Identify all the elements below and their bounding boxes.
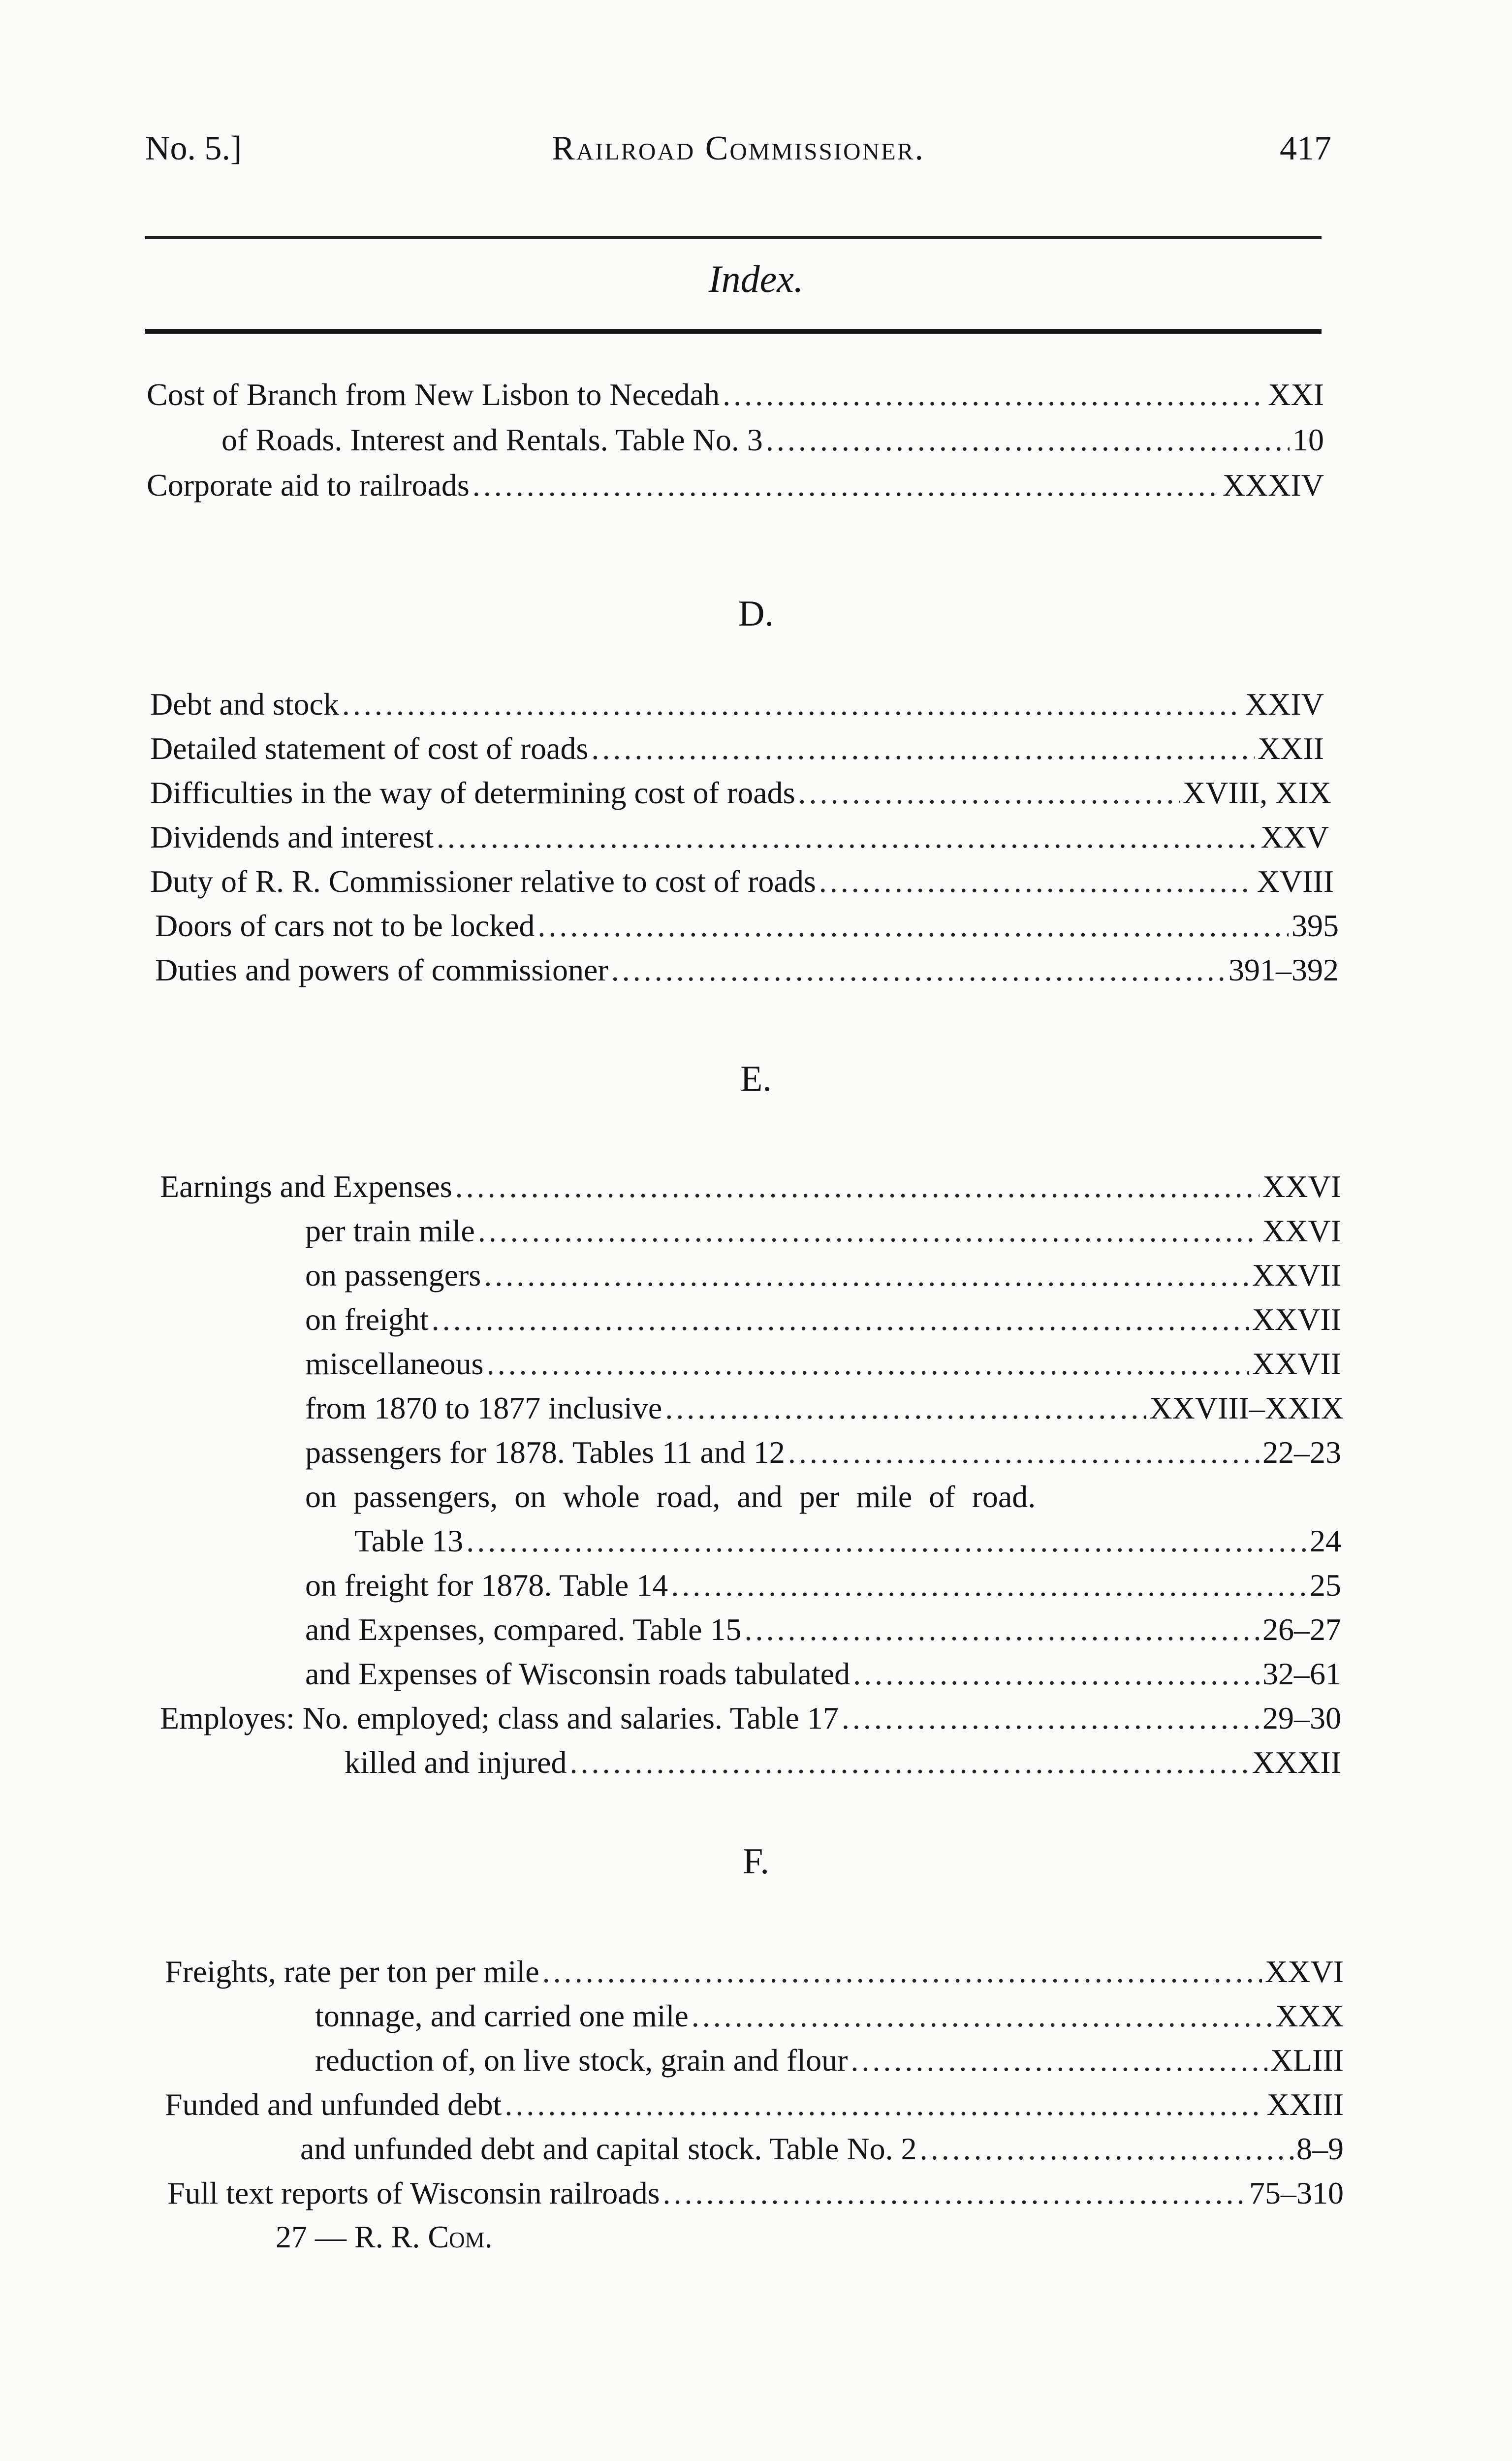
index-entry [305, 1386, 1344, 1431]
index-entry [147, 372, 1324, 417]
page-ref: 75–310 [1249, 2176, 1344, 2210]
entry-text: Freights, rate per ton per mile [165, 1954, 539, 1989]
index-entry [150, 770, 1331, 816]
page-ref: XXVI [1262, 1213, 1341, 1248]
page-ref: XXVI [1265, 1954, 1344, 1989]
dot-leader [665, 1386, 1146, 1431]
page-ref: XXVII [1252, 1346, 1341, 1381]
page-ref: XXVII [1252, 1258, 1341, 1293]
dot-leader [842, 1696, 1260, 1741]
dot-leader [766, 417, 1290, 463]
entry-text: on passengers [305, 1258, 481, 1293]
dot-leader [478, 1208, 1260, 1254]
section-letter-d: D. [738, 594, 774, 634]
dot-leader [455, 1164, 1260, 1209]
page-ref: XXVII [1252, 1302, 1341, 1337]
dot-leader [504, 2082, 1263, 2127]
index-entry [160, 1164, 1341, 1209]
index-title: Index. [708, 257, 804, 300]
page-ref: 395 [1292, 908, 1339, 943]
index-entry [305, 1430, 1341, 1475]
dot-leader [788, 1430, 1260, 1475]
index-entry [305, 1341, 1341, 1387]
dot-leader [663, 2171, 1246, 2216]
entry-text: Detailed statement of cost of roads [150, 731, 589, 766]
entry-text: and unfunded debt and capital stock. Table No. 2 [300, 2131, 917, 2166]
signature-number: 27 — [276, 2219, 354, 2254]
running-title: Railroad Commissioner. [552, 129, 925, 167]
dot-leader [723, 372, 1265, 417]
index-entry [155, 947, 1339, 993]
report-number: No. 5.] [145, 129, 242, 167]
entry-text: Debt and stock [150, 687, 339, 722]
index-entry [150, 859, 1334, 904]
index-entry [305, 1651, 1341, 1697]
index-entry [167, 2171, 1344, 2216]
page-ref: 391–392 [1228, 952, 1339, 987]
page-ref: 24 [1310, 1523, 1341, 1558]
entry-text: killed and injured [345, 1745, 567, 1780]
entry-text: per train mile [305, 1213, 475, 1248]
index-entry [150, 682, 1324, 727]
entry-text: of Roads. Interest and Rentals. Table No. 3 [221, 422, 763, 457]
page-ref: XXXII [1252, 1745, 1341, 1780]
dot-leader [850, 2038, 1267, 2083]
dot-leader [611, 947, 1226, 993]
entry-text: tonnage, and carried one mile [315, 1998, 689, 2033]
index-entry [305, 1208, 1341, 1254]
dot-leader [692, 1993, 1273, 2039]
top-rule [145, 236, 1322, 239]
page-ref: 32–61 [1262, 1656, 1341, 1691]
page-ref: XVIII, XIX [1182, 775, 1331, 810]
entry-text: reduction of, on live stock, grain and flour [315, 2043, 848, 2078]
page-ref: XXVIII–XXIX [1149, 1390, 1344, 1425]
dot-leader [537, 903, 1289, 948]
dot-leader [853, 1651, 1260, 1697]
dot-leader [819, 859, 1254, 904]
entry-text: Employes: No. employed; class and salaries. Table 17 [160, 1701, 839, 1735]
section-letter-f: F. [743, 1841, 769, 1882]
section-letter-e: E. [740, 1059, 772, 1099]
entry-text: miscellaneous [305, 1346, 484, 1381]
dot-leader [472, 463, 1220, 508]
entry-text: Table 13 [354, 1523, 464, 1558]
entry-text: and Expenses of Wisconsin roads tabulated [305, 1656, 850, 1691]
page-ref: XVIII [1257, 864, 1334, 899]
entry-text: Dividends and interest [150, 820, 434, 854]
index-entry [155, 903, 1339, 948]
index-entry [305, 1297, 1341, 1342]
index-entry [305, 1253, 1341, 1298]
page-ref: XXIV [1245, 687, 1324, 722]
dot-leader [484, 1253, 1249, 1298]
page-ref: XXV [1260, 820, 1329, 854]
page-ref: 25 [1310, 1568, 1341, 1603]
index-entry [147, 463, 1324, 508]
running-head [145, 129, 1331, 183]
entry-text: and Expenses, compared. Table 15 [305, 1612, 742, 1647]
page-ref: 22–23 [1262, 1435, 1341, 1470]
index-entry [315, 1993, 1344, 2039]
dot-leader [745, 1607, 1260, 1652]
signature-mark: R. R. Com. [354, 2219, 493, 2254]
page-ref: XXVI [1262, 1169, 1341, 1204]
page-ref: XXIII [1266, 2087, 1344, 2122]
dot-leader [487, 1341, 1249, 1387]
entry-text: Cost of Branch from New Lisbon to Necedah [147, 377, 720, 412]
index-entry [305, 1607, 1341, 1652]
dot-leader [342, 682, 1242, 727]
dot-leader [437, 815, 1258, 860]
index-entry [160, 1696, 1341, 1741]
page-ref: XXII [1257, 731, 1324, 766]
dot-leader [432, 1297, 1249, 1342]
entry-text: Full text reports of Wisconsin railroads [167, 2176, 660, 2210]
index-entry [305, 1563, 1341, 1608]
index-entry [221, 417, 1324, 463]
entry-text: on freight for 1878. Table 14 [305, 1568, 668, 1603]
index-entry [300, 2126, 1344, 2172]
index-entry [150, 726, 1324, 771]
page-ref: XXXIV [1222, 468, 1324, 503]
dot-leader [671, 1563, 1307, 1608]
entry-text: Corporate aid to railroads [147, 468, 470, 503]
dot-leader [569, 1740, 1249, 1785]
entry-text: Difficulties in the way of determining cost of roads [150, 775, 795, 810]
dot-leader [466, 1518, 1307, 1564]
entry-text: Earnings and Expenses [160, 1169, 452, 1204]
page-ref: 26–27 [1262, 1612, 1341, 1647]
dot-leader [798, 770, 1180, 816]
entry-text: Funded and unfunded debt [165, 2087, 502, 2122]
page-ref: XXX [1275, 1998, 1344, 2033]
index-entry [345, 1740, 1341, 1785]
index-entry [165, 2082, 1344, 2127]
index-entry [150, 815, 1329, 860]
signature-line [276, 2219, 493, 2255]
dot-leader [542, 1949, 1262, 1994]
entry-text: on freight [305, 1302, 429, 1337]
page-ref: 29–30 [1262, 1701, 1341, 1735]
page-ref: XLIII [1270, 2043, 1344, 2078]
index-entry [305, 1474, 1341, 1519]
entry-text: on passengers, on whole road, and per mile of road. [305, 1479, 1036, 1514]
index-entry [165, 1949, 1344, 1994]
entry-text: Duty of R. R. Commissioner relative to cost of roads [150, 864, 816, 899]
bottom-rule [145, 329, 1322, 334]
index-entry [354, 1518, 1341, 1564]
dot-leader [920, 2126, 1293, 2172]
entry-text: Duties and powers of commissioner [155, 952, 608, 987]
dot-leader [591, 726, 1255, 771]
page-number: 417 [1280, 129, 1331, 167]
entry-text: Doors of cars not to be locked [155, 908, 535, 943]
page-ref: XXI [1268, 377, 1324, 412]
entry-text: from 1870 to 1877 inclusive [305, 1390, 662, 1425]
index-entry [315, 2038, 1344, 2083]
entry-text: passengers for 1878. Tables 11 and 12 [305, 1435, 785, 1470]
page-ref: 10 [1292, 422, 1324, 457]
page-ref: 8–9 [1296, 2131, 1344, 2166]
